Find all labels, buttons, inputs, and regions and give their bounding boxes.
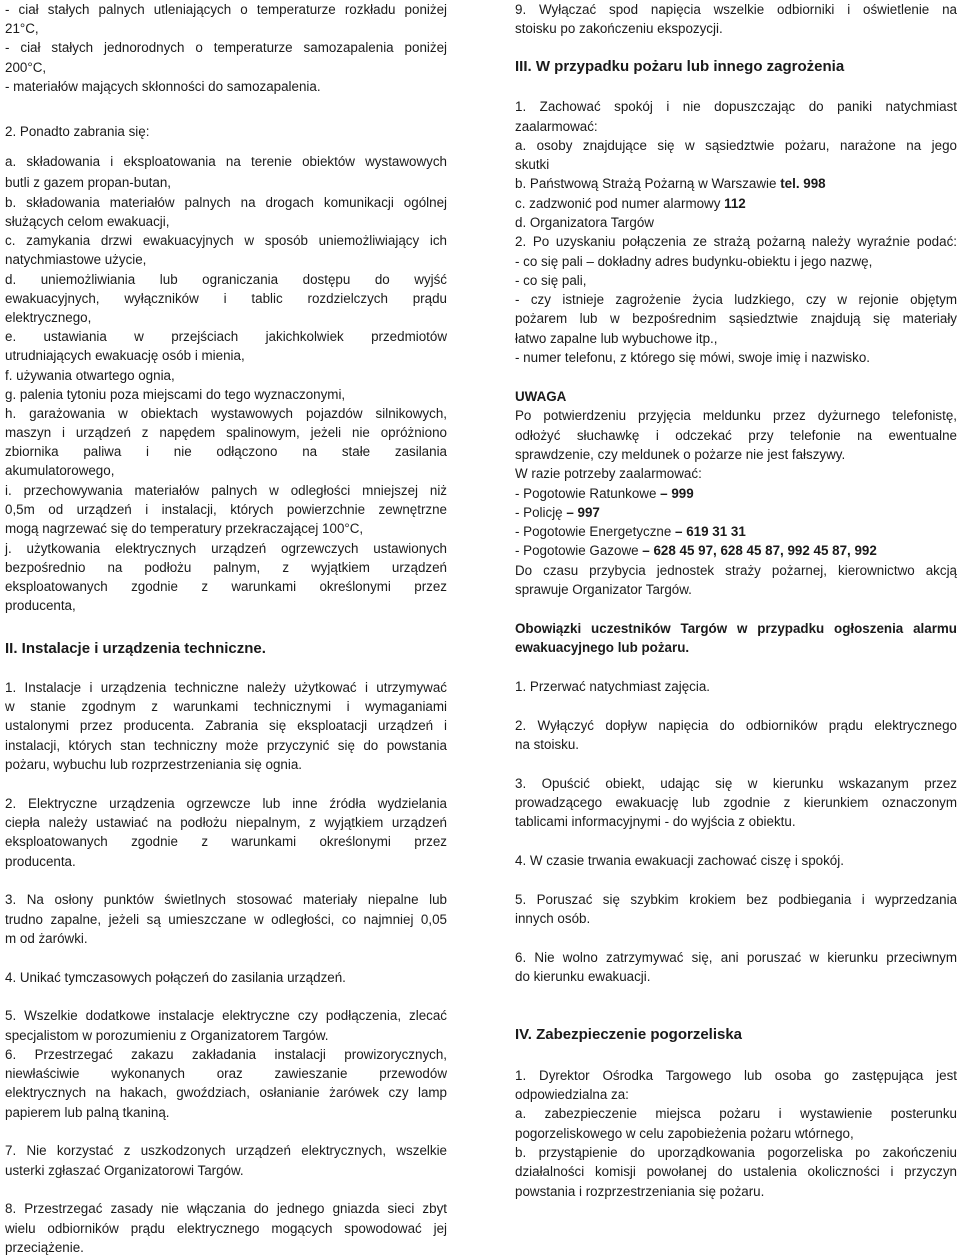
text-line-content: 5. Wszelkie dodatkowe instalacje elektryczne czy podłączenia, zlecać [5, 1008, 447, 1023]
text-line [515, 561, 957, 580]
text-line-content: trudno zapalne, jeżeli są umieszczane w odległości, co najmniej 0,05 [5, 912, 447, 927]
section-heading [515, 1025, 957, 1044]
text-line-content: - co się pali, [515, 273, 587, 288]
text-line [5, 270, 447, 289]
text-line-content: natychmiastowe użycie, [5, 252, 147, 267]
text-line [515, 735, 957, 754]
text-line-content: papierem lub palną tkaniną. [5, 1105, 170, 1120]
text-line-content: bezpośrednio na podłożu palnym, z wyjątkiem urządzeń [5, 560, 447, 575]
text-line [515, 97, 957, 116]
text-line [5, 1103, 447, 1122]
text-line [5, 500, 447, 519]
text-line [5, 697, 447, 716]
text-line-content: eksploatowanych zgodnie z warunkami określonymi przez [5, 834, 447, 849]
text-line-content: 5. Poruszać się szybkim krokiem bez podbiegania i wyprzedzania [515, 892, 957, 907]
text-line-content: producenta, [5, 598, 76, 613]
text-line-content: skutki [515, 157, 550, 172]
text-line [5, 461, 447, 480]
text-line [5, 852, 447, 871]
text-line-content: d. uniemożliwiania lub ograniczania dostępu do wyjść [5, 272, 447, 287]
text-line [515, 580, 957, 599]
text-line-content: powstania i rozprzestrzeniania się pożaru. [515, 1184, 765, 1199]
text-line [515, 329, 957, 348]
text-line [515, 793, 957, 812]
text-line-content: instalacji, których stan techniczny może przyczynić się do powstania [5, 738, 447, 753]
text-line [5, 890, 447, 909]
text-line-content: 8. Przestrzegać zasady nie włączania do jednego gniazda sieci zbyt [5, 1201, 447, 1216]
text-line-content: eksploatowanych zgodnie z warunkami określonymi przez [5, 579, 447, 594]
text-line-content: j. użytkowania elektrycznych urządzeń ogrzewczych ustawionych [5, 541, 447, 556]
text-line [5, 1238, 447, 1257]
text-line-content: c. zamykania drzwi ewakuacyjnych w sposób uniemożliwiający ich [5, 233, 447, 248]
text-line-content: pogorzeliskowego w celu zapobieżenia pożaru wtórnego, [515, 1126, 854, 1141]
text-line-content: 0,5m od urządzeń i instalacji, których powierzchnie zewnętrzne [5, 502, 447, 517]
text-line-content: pożaru, wybuchu lub rozprzestrzeniania się ognia. [5, 757, 302, 772]
text-line [5, 929, 447, 948]
text-line [5, 1199, 447, 1218]
text-line-content: 3. Na osłony punktów świetlnych stosować materiały niepalne lub [5, 892, 447, 907]
text-line [515, 445, 957, 464]
text-line-content: odłożyć słuchawkę i odczekać przy telefonie na ewentualne [515, 428, 957, 443]
text-line-content: stoisku po zakończeniu ekspozycji. [515, 21, 723, 36]
text-line [515, 348, 957, 367]
text-line [5, 1083, 447, 1102]
text-line [515, 909, 957, 928]
text-line [5, 736, 447, 755]
text-line-content: łatwo zapalne lub wybuchowe itp., [515, 331, 718, 346]
text-line [515, 1182, 957, 1201]
text-line [5, 1045, 447, 1064]
text-line [515, 194, 957, 213]
text-line-content: UWAGA [515, 389, 567, 404]
text-line [515, 117, 957, 136]
text-line-content: - Pogotowie Ratunkowe [515, 486, 661, 501]
text-line [515, 677, 957, 696]
text-line [5, 19, 447, 38]
text-line [5, 910, 447, 929]
text-line [515, 252, 957, 271]
text-line-content: na stoisku. [515, 737, 580, 752]
text-line-content: 21°C, [5, 21, 39, 36]
text-line [515, 484, 957, 503]
text-line [5, 1141, 447, 1160]
text-line [5, 813, 447, 832]
text-line [515, 1066, 957, 1085]
text-line-content: g. palenia tytoniu poza miejscami do tego wyznaczonymi, [5, 387, 346, 402]
text-line [5, 327, 447, 346]
text-line [515, 890, 957, 909]
text-line [5, 289, 447, 308]
text-line-content: 6. Nie wolno zatrzymywać się, ani poruszać w kierunku przeciwnym [515, 950, 957, 965]
text-line-content: b. przystąpienie do uporządkowania pogorzeliska po zakończeniu [515, 1145, 957, 1160]
text-line [515, 812, 957, 831]
text-line [5, 385, 447, 404]
text-line [515, 716, 957, 735]
text-line [515, 464, 957, 483]
section-heading [5, 639, 447, 658]
emphasized-number: – 999 [660, 486, 694, 501]
text-line [515, 948, 957, 967]
text-line-content: usterki zgłaszać Organizatorowi Targów. [5, 1163, 244, 1178]
text-line-content: innych osób. [515, 911, 591, 926]
emphasized-number: – 997 [566, 505, 600, 520]
text-line [515, 967, 957, 986]
text-line [515, 232, 957, 251]
text-line [5, 58, 447, 77]
text-line-content: 1. Przerwać natychmiast zajęcia. [515, 679, 710, 694]
text-line-content: - materiałów mających skłonności do samozapalenia. [5, 79, 321, 94]
text-line-content: b. Państwową Strażą Pożarną w Warszawie [515, 176, 781, 191]
text-line-content: 9. Wyłączać spod napięcia wszelkie odbiorniki i oświetlenie na [515, 2, 957, 17]
text-line-content: działalności komisji powołanej do ustalenia okoliczności i przyczyn [515, 1164, 957, 1179]
text-line [515, 541, 957, 560]
text-line-content: ciepła należy ustawiać na podłożu niepalnym, z wyjątkiem urządzeń [5, 815, 447, 830]
text-line-content: h. garażowania w obiektach wystawowych pojazdów silnikowych, [5, 406, 447, 421]
text-line-content: W razie potrzeby zaalarmować: [515, 466, 702, 481]
text-line-content: c. zadzwonić pod numer alarmowy [515, 196, 725, 211]
text-line [5, 77, 447, 96]
text-line [5, 519, 447, 538]
text-line-content: - numer telefonu, z którego się mówi, swoje imię i nazwisko. [515, 350, 870, 365]
text-line-content: elektrycznego, [5, 310, 92, 325]
text-line-content: Do czasu przybycia jednostek straży pożarnej, kierownictwo akcją [515, 563, 957, 578]
text-line-content: ustalonymi przez producenta. Zabrania się eksploatacji urządzeń i [5, 718, 447, 733]
text-line [515, 1104, 957, 1123]
text-line-content: - ciał stałych palnych utleniających o temperaturze rozkładu poniżej [5, 2, 447, 17]
text-line-content: 6. Przestrzegać zakazu zakładania instalacji prowizorycznych, [5, 1047, 447, 1062]
text-line-content: Po potwierdzeniu przyjęcia meldunku przez dyżurnego telefonistę, [515, 408, 957, 423]
text-line-content: 4. Unikać tymczasowych połączeń do zasilania urządzeń. [5, 970, 346, 985]
text-line-content: - Pogotowie Gazowe [515, 543, 643, 558]
text-line-content: sprawuje Organizator Targów. [515, 582, 692, 597]
text-line-content: akumulatorowego, [5, 463, 115, 478]
text-line-content: 7. Nie korzystać z uszkodzonych urządzeń elektrycznych, wszelkie [5, 1143, 447, 1158]
emphasized-number: – 628 45 97, 628 45 87, 992 45 87, 992 [642, 543, 877, 558]
text-line-content: 1. Instalacje i urządzenia techniczne należy użytkować i utrzymywać [5, 680, 447, 695]
text-line [515, 638, 957, 657]
text-line [515, 1124, 957, 1143]
text-line-content: Obowiązki uczestników Targów w przypadku ogłoszenia alarmu [515, 621, 957, 636]
text-line [5, 794, 447, 813]
text-line [5, 558, 447, 577]
text-line-content: do kierunku ewakuacji. [515, 969, 651, 984]
text-line-content: 2. Wyłączyć dopływ napięcia do odbiorników prądu elektrycznego [515, 718, 957, 733]
text-line [5, 1026, 447, 1045]
text-line [515, 290, 957, 309]
text-line-content: maszyn i urządzeń z napędem spalinowym, jeżeli nie opróżniono [5, 425, 447, 440]
text-line [515, 213, 957, 232]
text-line-content: - Policję [515, 505, 567, 520]
text-line-content: 4. W czasie trwania ewakuacji zachować ciszę i spokój. [515, 853, 844, 868]
text-line-content: odpowiedzialna za: [515, 1087, 629, 1102]
text-line [515, 426, 957, 445]
text-line-content: b. składowania materiałów palnych na drogach komunikacji ogólnej [5, 195, 447, 210]
text-line-content: wielu odbiorników prądu elektrycznego mogących spowodować jej [5, 1221, 447, 1236]
text-line-content: a. składowania i eksploatowania na terenie obiektów wystawowych [5, 154, 447, 169]
text-line [515, 503, 957, 522]
text-line [515, 774, 957, 793]
text-line-content: - co się pali – dokładny adres budynku-obiektu i jego nazwę, [515, 254, 873, 269]
text-line-content: 1. Dyrektor Ośrodka Targowego lub osoba go zastępująca jest [515, 1068, 957, 1083]
text-line-content: a. zabezpieczenie miejsca pożaru i wystawienie posterunku [515, 1106, 957, 1121]
text-line-content: III. W przypadku pożaru lub innego zagrożenia [515, 58, 845, 75]
text-line-content: 1. Zachować spokój i nie dopuszczając do paniki natychmiast [515, 99, 957, 114]
text-line [5, 0, 447, 19]
text-line [5, 212, 447, 231]
text-line [515, 309, 957, 328]
text-line [515, 522, 957, 541]
text-line-content: prowadzącego ewakuację lub zgodnie z kierunkiem oznaczonym [515, 795, 957, 810]
text-line [515, 136, 957, 155]
emphasized-number: – 619 31 31 [675, 524, 746, 539]
text-line-content: zbiornika paliwa i nie odłączono na stałe zasilania [5, 444, 447, 459]
text-line [5, 152, 447, 171]
text-line [515, 1085, 957, 1104]
text-line [5, 832, 447, 851]
text-line-content: tablicami informacyjnymi - do wyjścia z obiektu. [515, 814, 796, 829]
text-line-content: d. Organizatora Targów [515, 215, 654, 230]
text-line [515, 271, 957, 290]
text-line [5, 755, 447, 774]
text-line-content: 2. Ponadto zabrania się: [5, 124, 150, 139]
text-line [5, 423, 447, 442]
text-line [5, 308, 447, 327]
text-line-content: II. Instalacje i urządzenia techniczne. [5, 640, 266, 657]
text-line-content: - czy istnieje zagrożenie życia ludzkiego, czy w rejonie objętym [515, 292, 957, 307]
text-line [515, 19, 957, 38]
text-line-content: utrudniających ewakuację osób i mienia, [5, 348, 245, 363]
text-line-content: - Pogotowie Energetyczne [515, 524, 676, 539]
text-line-content: i. przechowywania materiałów palnych w odległości mniejszej niż [5, 483, 447, 498]
text-line-content: - ciał stałych jednorodnych o temperaturze samozapalenia poniżej [5, 40, 447, 55]
text-line [5, 173, 447, 192]
text-line [515, 619, 957, 638]
text-line [5, 481, 447, 500]
text-line-content: m od żarówki. [5, 931, 88, 946]
text-line-content: 200°C, [5, 60, 47, 75]
text-line-content: elektrycznych na hakach, gwoździach, osłanianie żarówek czy lamp [5, 1085, 447, 1100]
text-line [5, 1064, 447, 1083]
text-line-content: ewakuacyjnego lub pożaru. [515, 640, 690, 655]
text-line [5, 404, 447, 423]
text-line [5, 716, 447, 735]
text-line [515, 851, 957, 870]
emphasized-number: 112 [724, 196, 746, 211]
text-line-content: 2. Po uzyskaniu połączenia ze strażą pożarną należy wyraźnie podać: [515, 234, 957, 249]
text-line-content: niewłaściwie wykonanych oraz zawieszanie przewodów [5, 1066, 447, 1081]
text-line-content: służących celom ewakuacji, [5, 214, 170, 229]
text-line-content: przeciążenie. [5, 1240, 84, 1255]
text-line-content: mogą nagrzewać się do temperatury przekraczającej 100°C, [5, 521, 364, 536]
text-line [5, 596, 447, 615]
text-line [5, 1161, 447, 1180]
text-line-content: pożarem lub w bezpośrednim sąsiedztwie znajdują się materiały [515, 311, 957, 326]
text-line-content: 3. Opuścić obiekt, udając się w kierunku wskazanym przez [515, 776, 957, 791]
text-line-content: sprawdzenie, czy meldunek o pożarze nie jest fałszywy. [515, 447, 846, 462]
text-line [5, 122, 447, 141]
text-line [5, 1219, 447, 1238]
text-line-content: ewakuacyjnych, wyłączników i tablic rozdzielczych prądu [5, 291, 447, 306]
text-line [5, 193, 447, 212]
text-line-content: e. ustawiania w przejściach jakichkolwiek przedmiotów [5, 329, 447, 344]
text-line [5, 442, 447, 461]
text-line [515, 1162, 957, 1181]
text-line [515, 406, 957, 425]
text-line [515, 1143, 957, 1162]
text-line-content: a. osoby znajdujące się w sąsiedztwie pożaru, narażone na jego [515, 138, 957, 153]
text-line [5, 968, 447, 987]
text-line-content: zaalarmować: [515, 119, 598, 134]
text-line-content: w stanie zgodnym z warunkami technicznymi i wymaganiami [5, 699, 447, 714]
text-line-content: 2. Elektryczne urządzenia ogrzewcze lub inne źródła wydzielania [5, 796, 447, 811]
text-line-content: IV. Zabezpieczenie pogorzeliska [515, 1026, 743, 1043]
text-line [515, 387, 957, 406]
text-line [5, 38, 447, 57]
text-line [5, 346, 447, 365]
text-line-content: producenta. [5, 854, 76, 869]
text-line-content: butli z gazem propan-butan, [5, 175, 171, 190]
text-line [515, 155, 957, 174]
text-line [5, 678, 447, 697]
text-line [5, 577, 447, 596]
text-line [515, 174, 957, 193]
text-line [5, 231, 447, 250]
emphasized-number: tel. 998 [780, 176, 826, 191]
section-heading [515, 57, 957, 76]
text-line [515, 0, 957, 19]
text-line [5, 539, 447, 558]
text-line-content: f. używania otwartego ognia, [5, 368, 175, 383]
text-line [5, 366, 447, 385]
text-line [5, 1006, 447, 1025]
text-line-content: specjalistom w porozumieniu z Organizatorem Targów. [5, 1028, 329, 1043]
text-line [5, 250, 447, 269]
